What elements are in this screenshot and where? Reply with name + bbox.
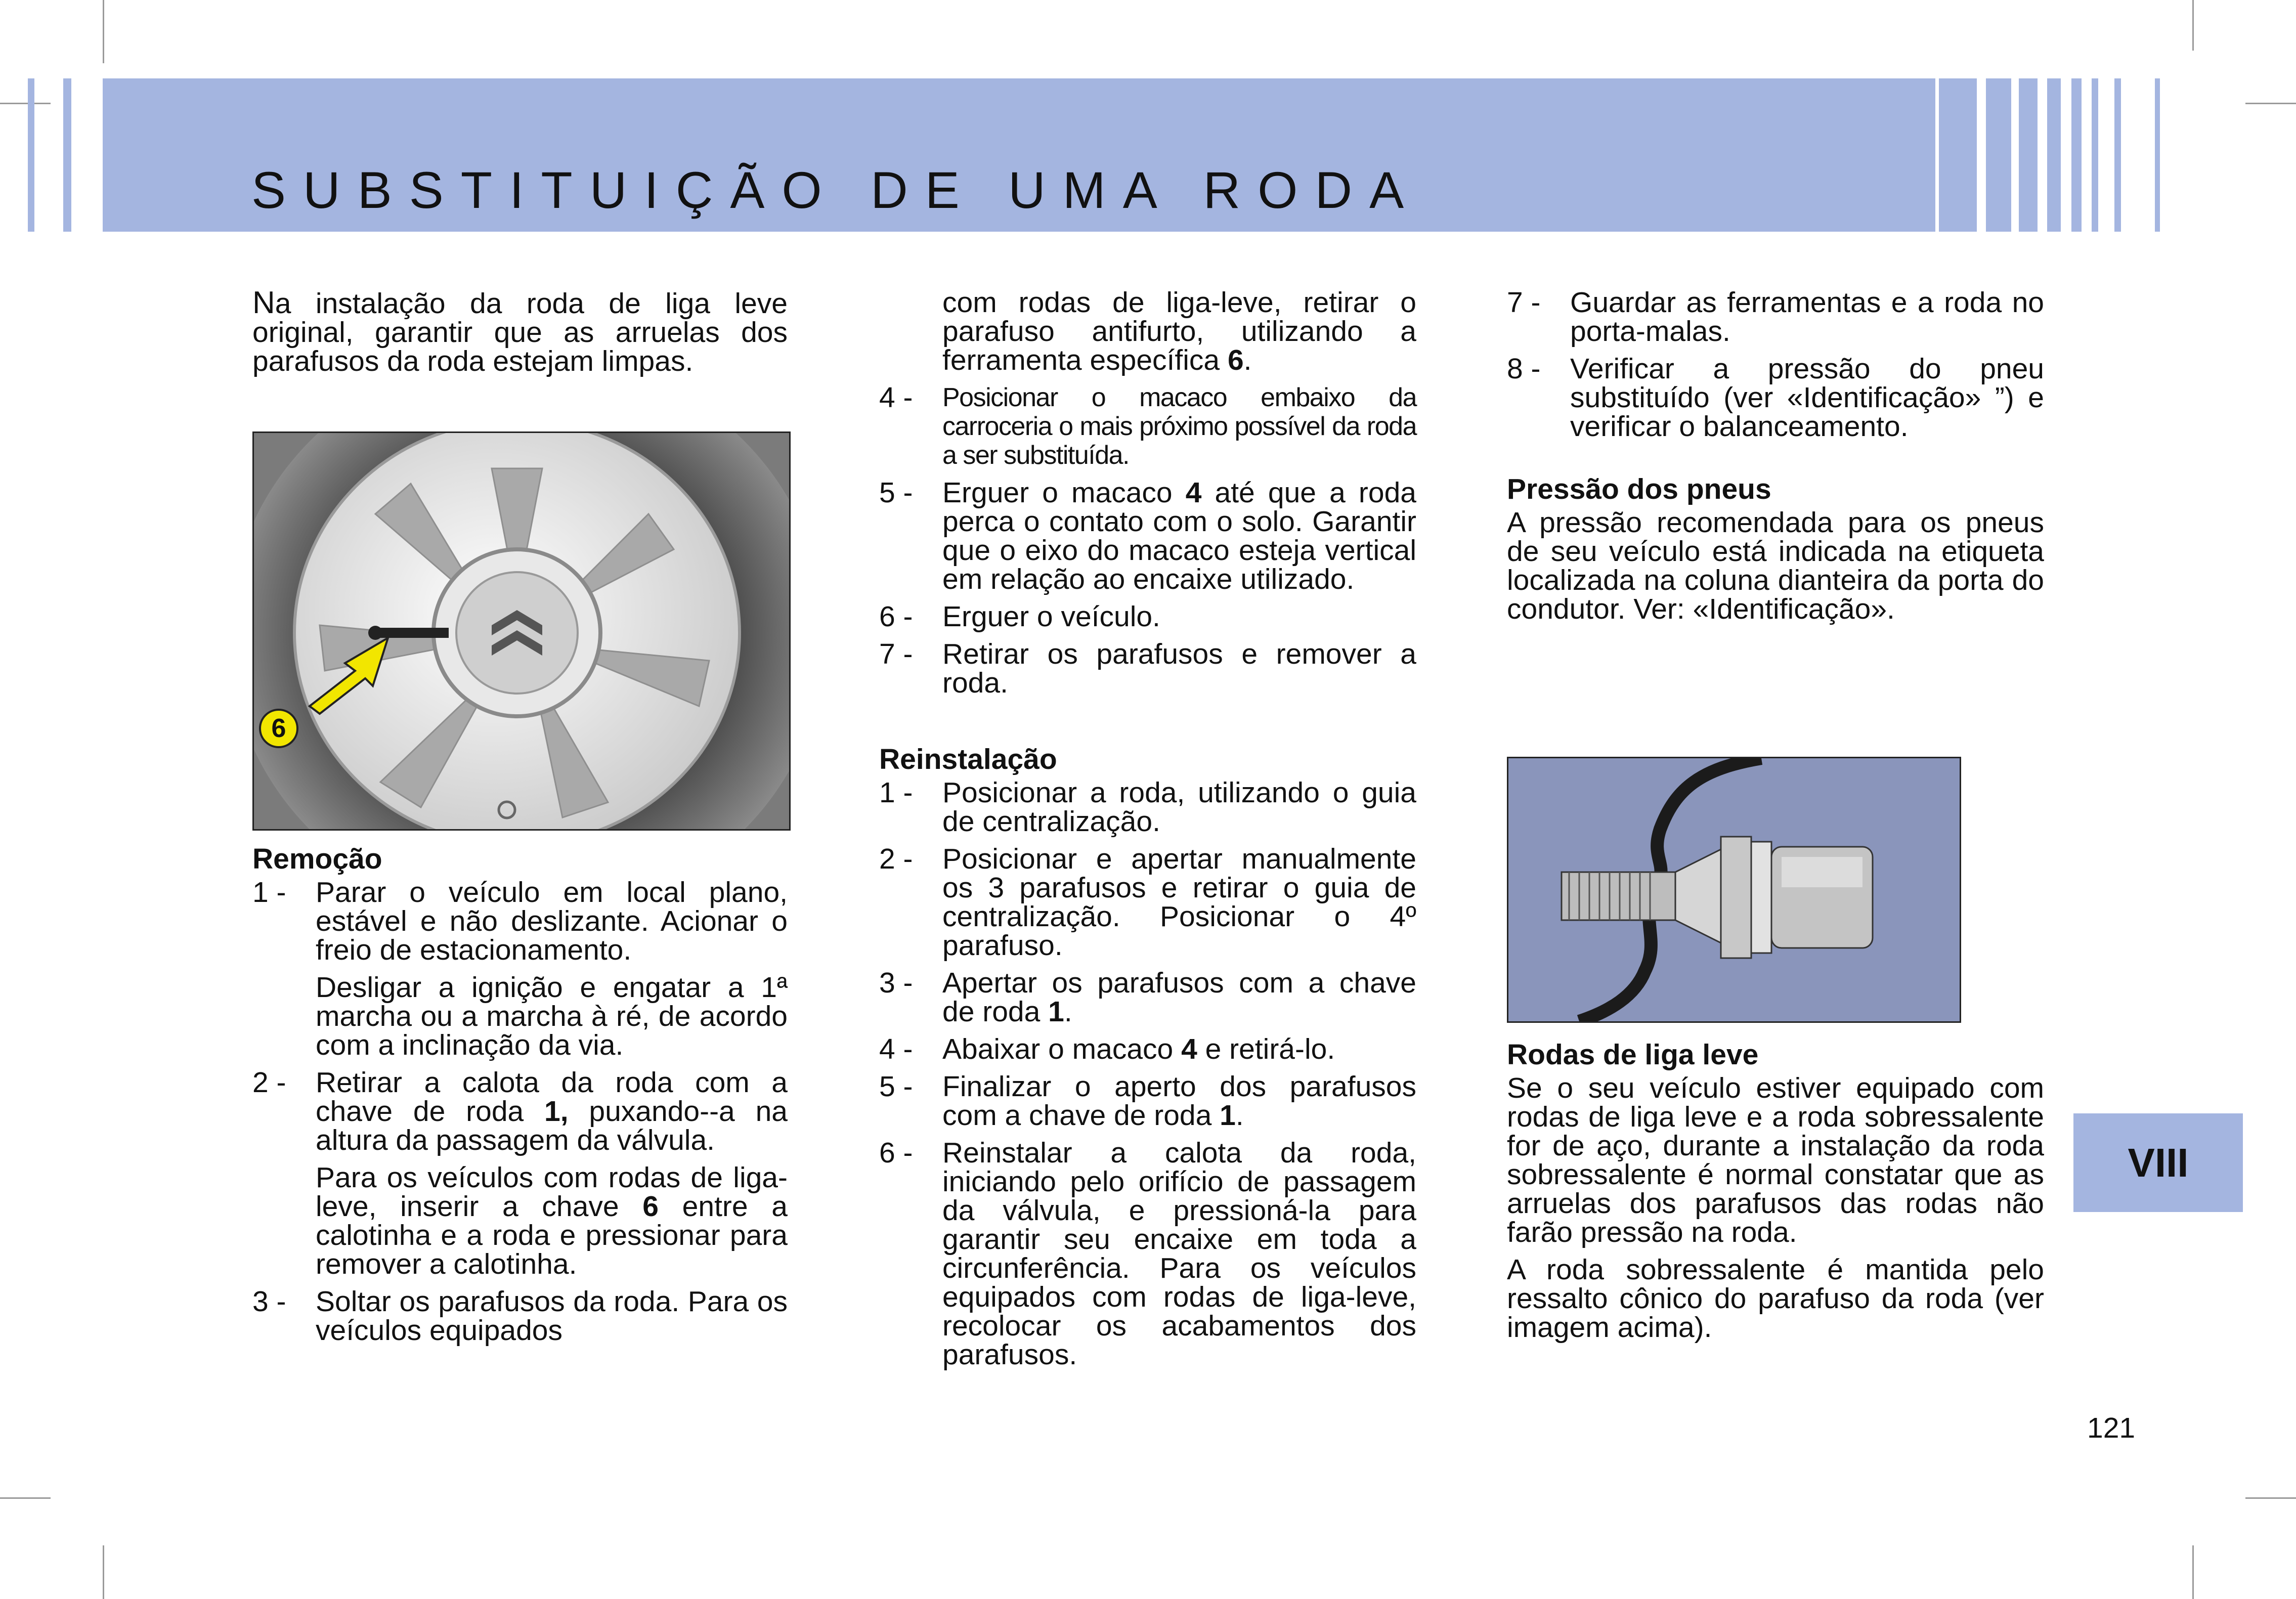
list-item: 7 - Guardar as ferramentas e a roda no porta-malas. (1507, 286, 2044, 348)
list-item: 5 - Erguer o macaco 4 até que a roda perca o contato com o solo. Garantir que o eixo do macaco esteja vertical em relação ao encaixe utilizado. (879, 477, 1416, 595)
crop-mark (103, 1545, 104, 1599)
header-stripe (1939, 78, 1977, 232)
crop-mark (103, 0, 104, 63)
list-subparagraph: Desligar a ignição e engatar a 1ª marcha ou a marcha à ré, de acordo com a inclinação da via. (316, 971, 788, 1061)
chapter-tab: VIII (2073, 1113, 2243, 1212)
list-subparagraph: Para os veículos com rodas de liga-leve, inserir a chave 6 entre a calotinha e a roda e pressionar para remover a calotinha. (316, 1161, 788, 1280)
header-stripe (28, 78, 34, 232)
list-item: 3 - Soltar os parafusos da roda. Para os veículos equipados (252, 1285, 788, 1347)
list-item: 7 - Retirar os parafusos e remover a roda. (879, 638, 1416, 699)
alloy-heading: Rodas de liga leve (1507, 1039, 1759, 1071)
page-title: SUBSTITUIÇÃO DE UMA RODA (251, 161, 1421, 219)
list-item: 6 - Erguer o veículo. (879, 600, 1160, 633)
column-3-lower (1507, 1040, 2044, 1351)
header-stripe (2114, 78, 2121, 232)
pressure-paragraph: A pressão recomendada para os pneus de seu veículo está indicada na etiqueta localizada na coluna dianteira da porta do condutor. Ver: «Identificação». (1507, 506, 2044, 625)
spacer (1507, 450, 2044, 474)
header-stripe (2019, 78, 2038, 232)
page-number: 121 (2087, 1412, 2136, 1444)
header-stripe (1986, 78, 2011, 232)
header-stripe (63, 78, 71, 232)
alloy-paragraph: Se o seu veículo estiver equipado com rodas de liga leve e a roda sobressalente for de aço, durante a instalação da roda sobressalente é normal constatar que as arruelas dos parafusos das rodas não farão pressão na roda. (1507, 1072, 2044, 1248)
header-stripe (2092, 78, 2098, 232)
continued-paragraph: com rodas de liga-leve, retirar o parafuso antifurto, utilizando a ferramenta específica 6. (942, 286, 1416, 376)
wheel-illustration (254, 433, 789, 829)
header-stripe (2155, 78, 2160, 232)
intro-paragraph: Na instalação da roda de liga leve original, garantir que as arruelas dos parafusos da roda estejam limpas. (252, 285, 788, 377)
wheel-figure (252, 431, 791, 831)
crop-mark (0, 1497, 51, 1499)
alloy-paragraph: A roda sobressalente é mantida pelo ressalto cônico do parafuso da roda (ver imagem acima). (1507, 1254, 2044, 1344)
column-1-lower (252, 844, 788, 1354)
list-item: 4 - Abaixar o macaco 4 e retirá-lo. (879, 1033, 1335, 1065)
list-item: 1 - Parar o veículo em local plano, estável e não deslizante. Acionar o freio de estacionamento. (252, 876, 788, 966)
crop-mark (2192, 1545, 2194, 1599)
spacer (879, 706, 1416, 744)
list-item: 6 - Reinstalar a calota da roda, iniciando pelo orifício de passagem da válvula, e pressioná-la para garantir seu encaixe em toda a circunferência. Para os veículos equipados com rodas de liga-leve, recolocar os acabamentos dos parafusos. (879, 1137, 1416, 1371)
bolt-illustration (1508, 758, 1960, 1021)
pressure-heading: Pressão dos pneus (1507, 473, 1771, 505)
header-stripe (2047, 78, 2061, 232)
list-item: 5 - Finalizar o aperto dos parafusos com a chave de roda 1. (879, 1070, 1416, 1132)
crop-mark (2192, 0, 2194, 51)
column-2 (879, 288, 1416, 1378)
list-item: 8 - Verificar a pressão do pneu substituído (ver «Identificação» ”) e verificar o balanceamento. (1507, 353, 2044, 443)
column-3 (1507, 288, 2044, 632)
list-item: 2 - Posicionar e apertar manualmente os 3 parafusos e retirar o guia de centralização. Posicionar o 4º parafuso. (879, 843, 1416, 962)
column-1 (252, 285, 788, 384)
callout-6-badge: 6 (259, 709, 298, 748)
removal-heading: Remoção (252, 843, 382, 875)
header-stripe (2071, 78, 2082, 232)
list-item: 3 - Apertar os parafusos com a chave de roda 1. (879, 967, 1416, 1028)
bolt-figure (1507, 757, 1961, 1023)
list-item: 2 - Retirar a calota da roda com a chave de roda 1, puxando--a na altura da passagem da válvula. (252, 1066, 788, 1156)
crop-mark (2245, 1497, 2296, 1499)
reinstall-heading: Reinstalação (879, 743, 1057, 775)
list-item: 4 - Posicionar o macaco embaixo da carroceria o mais próximo possível da roda a ser substituída. (879, 381, 1416, 470)
crop-mark (0, 103, 51, 104)
crop-mark (2245, 103, 2296, 104)
list-item: 1 - Posicionar a roda, utilizando o guia de centralização. (879, 776, 1416, 838)
drop-letter: N (252, 285, 275, 320)
